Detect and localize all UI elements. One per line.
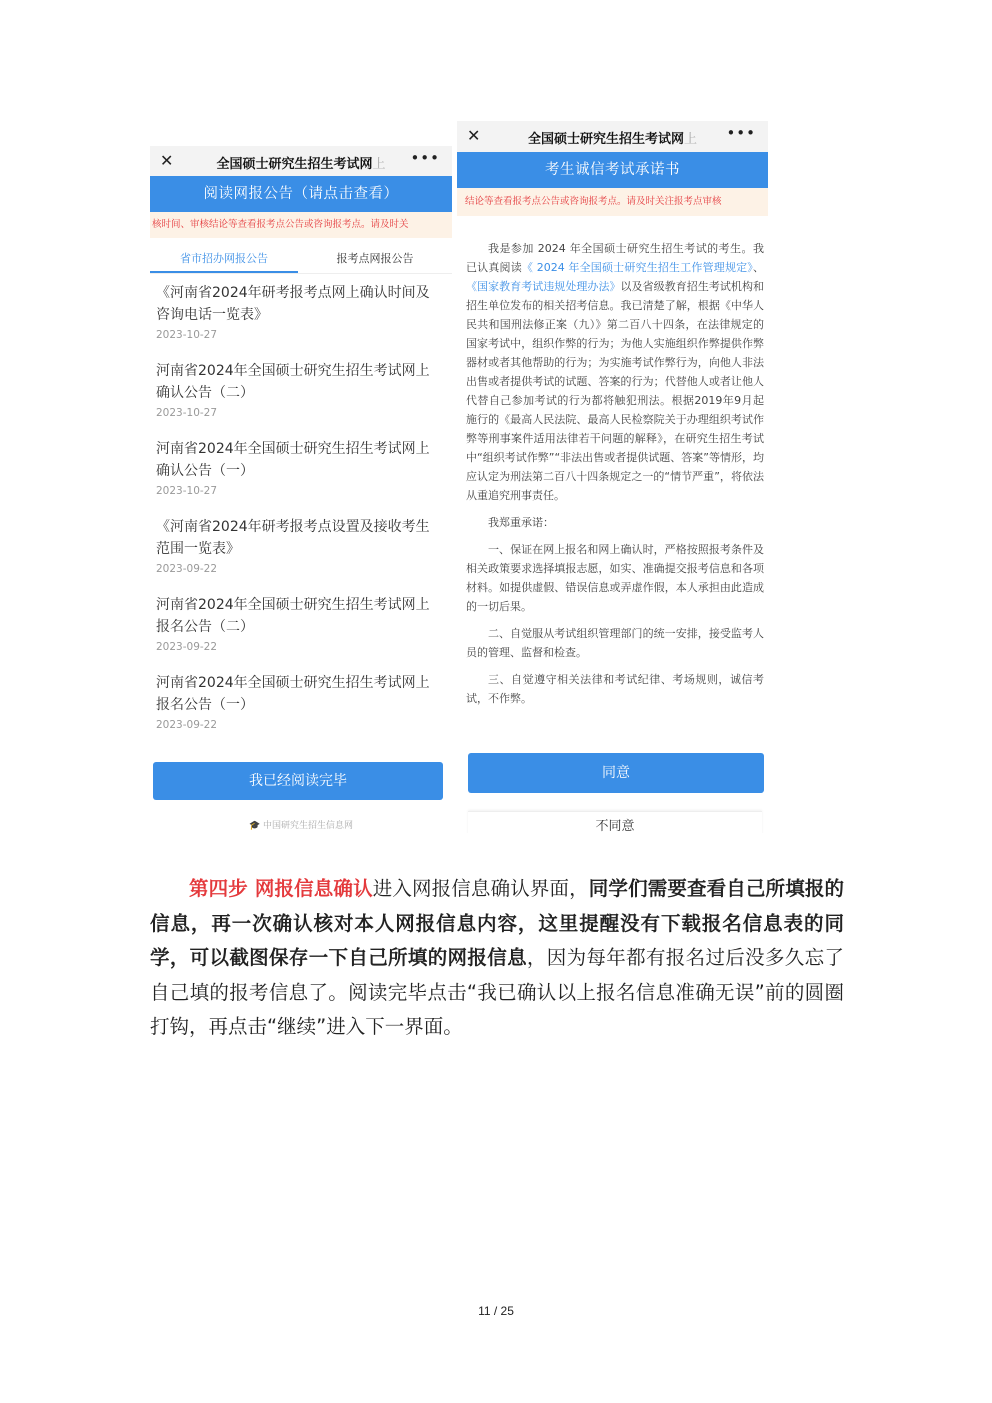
list-item[interactable] bbox=[150, 432, 452, 510]
list-item[interactable] bbox=[150, 354, 452, 432]
para-text: 进入网报信息确认界面， bbox=[372, 877, 589, 900]
active-tab-indicator bbox=[150, 271, 298, 273]
graduation-cap-icon: 🎓 bbox=[248, 821, 264, 831]
finished-reading-button[interactable]: 我已经阅读完毕 bbox=[153, 762, 443, 800]
footer-text: 中国研究生招生信息网 bbox=[263, 821, 354, 831]
integrity-pledge-screenshot bbox=[457, 121, 768, 833]
disagree-button[interactable]: 不同意 bbox=[468, 811, 762, 833]
app-titlebar bbox=[457, 121, 768, 152]
agree-button[interactable]: 同意 bbox=[468, 753, 764, 793]
more-options-icon[interactable]: ••• bbox=[726, 124, 756, 142]
tab-divider bbox=[150, 273, 452, 274]
notice-list-screenshot bbox=[150, 146, 452, 836]
notice-list bbox=[150, 276, 452, 744]
tab-exam-site-notices[interactable]: 报考点网报公告 bbox=[336, 252, 414, 265]
page-number: 11 / 25 bbox=[478, 1304, 514, 1318]
pledge-paragraph: 三、自觉遵守相关法律和考试纪律、考场规则，诚信考试，不作弊。 bbox=[466, 673, 764, 705]
site-footer bbox=[150, 818, 452, 831]
app-titlebar bbox=[150, 146, 452, 176]
notice-date: 2023-10-27 bbox=[156, 407, 218, 419]
scrolling-notice: 结论等查看报考点公告或咨询报考点。请及时关注报考点审核 bbox=[457, 188, 768, 216]
notice-title[interactable]: 《河南省2024年研考报考点网上确认时间及咨询电话一览表》 bbox=[156, 285, 430, 323]
step-four-paragraph bbox=[150, 872, 844, 1045]
scrolling-notice: 核时间、审核结论等查看报考点公告或咨询报考点。请及时关 bbox=[150, 212, 452, 238]
notice-date: 2023-10-27 bbox=[156, 329, 218, 341]
pledge-paragraph: 我是参加 2024 年全国硕士研究生招生考试的考生。我已认真阅读《 2024 年全国硕士研究生招生工作管理规定》、《国家教育考试违规处理办法》以及省级教育招生考试机构和招生单位发布的相关招考信息。我已清楚了解，根据《中华人民共和国刑法修正案（九）》第二百八十四条，在法律规定的国家考试中，组织作弊的行为；为他人实施组织作弊提供作弊器材或者其他帮助的行为；为实施考试作弊行为，向他人非法出售或者提供考试的试题、答案的行为；代替他人或者让他人代替自己参加考试的行为都将触犯刑法。根据2019年9月起施行的《最高人民法院、最高人民检察院关于办理组织考试作弊等刑事案件适用法律若干问题的解释》，在研究生招生考试中“组织考试作弊”“非法出售或者提供试题、答案”等情形，均应认定为刑法第二百八十四条规定之一的“情节严重”，将依法从重追究刑事责任。 bbox=[466, 242, 765, 502]
notice-title[interactable]: 河南省2024年全国硕士研究生招生考试网上确认公告（二） bbox=[156, 363, 430, 401]
list-item[interactable] bbox=[150, 510, 452, 588]
tab-provincial-notices[interactable]: 省市招办网报公告 bbox=[180, 252, 268, 265]
list-item[interactable] bbox=[150, 276, 452, 354]
app-title: 全国硕士研究生招生考试网上 bbox=[527, 132, 698, 147]
app-title: 全国硕士研究生招生考试网上 bbox=[216, 157, 386, 172]
para-bold-text: 同学们需要查看自己所填报的信息，再一次确认核对本人网报信息内容，这里提醒没有下载报名信息表的同学，可以截图保存一下自己所填的网报信息 bbox=[150, 877, 844, 969]
list-item[interactable] bbox=[150, 588, 452, 666]
read-notice-header[interactable]: 阅读网报公告（请点击查看） bbox=[150, 176, 452, 212]
list-item[interactable] bbox=[150, 666, 452, 744]
more-options-icon[interactable]: ••• bbox=[410, 149, 440, 167]
violation-rules-link[interactable]: 《国家教育考试违规处理办法》 bbox=[466, 280, 621, 293]
pledge-paragraph: 我郑重承诺： bbox=[488, 516, 554, 529]
notice-date: 2023-09-22 bbox=[156, 719, 218, 731]
pledge-paragraph: 一、保证在网上报名和网上确认时，严格按照报考条件及相关政策要求选择填报志愿，如实、准确提交报考信息和各项材料。如提供虚假、错误信息或弄虚作假，本人承担由此造成的一切后果。 bbox=[466, 543, 764, 613]
notice-date: 2023-09-22 bbox=[156, 641, 218, 653]
notice-date: 2023-10-27 bbox=[156, 485, 218, 497]
pledge-text bbox=[466, 239, 764, 716]
notice-title[interactable]: 河南省2024年全国硕士研究生招生考试网上确认公告（一） bbox=[156, 441, 430, 479]
pledge-header: 考生诚信考试承诺书 bbox=[457, 152, 768, 188]
step-label: 第四步 网报信息确认 bbox=[189, 877, 373, 900]
notice-title[interactable]: 河南省2024年全国硕士研究生招生考试网上报名公告（一） bbox=[156, 675, 430, 713]
notice-title[interactable]: 河南省2024年全国硕士研究生招生考试网上报名公告（二） bbox=[156, 597, 430, 635]
pledge-paragraph: 二、自觉服从考试组织管理部门的统一安排，接受监考人员的管理、监督和检查。 bbox=[466, 627, 764, 659]
notice-tabs bbox=[150, 242, 452, 276]
notice-date: 2023-09-22 bbox=[156, 563, 218, 575]
para-text: ，因为每年都有报名过后没多久忘了自己填的报考信息了。阅读完毕点击“我已确认以上报名信息准确无误”前的圆圈打钩，再点击“继续”进入下一界面。 bbox=[150, 946, 844, 1038]
close-icon[interactable]: ✕ bbox=[160, 151, 174, 170]
notice-title[interactable]: 《河南省2024年研考报考点设置及接收考生范围一览表》 bbox=[156, 519, 430, 557]
regulation-link[interactable]: 《 2024 年全国硕士研究生招生工作管理规定》 bbox=[521, 261, 753, 274]
close-icon[interactable]: ✕ bbox=[467, 126, 481, 145]
